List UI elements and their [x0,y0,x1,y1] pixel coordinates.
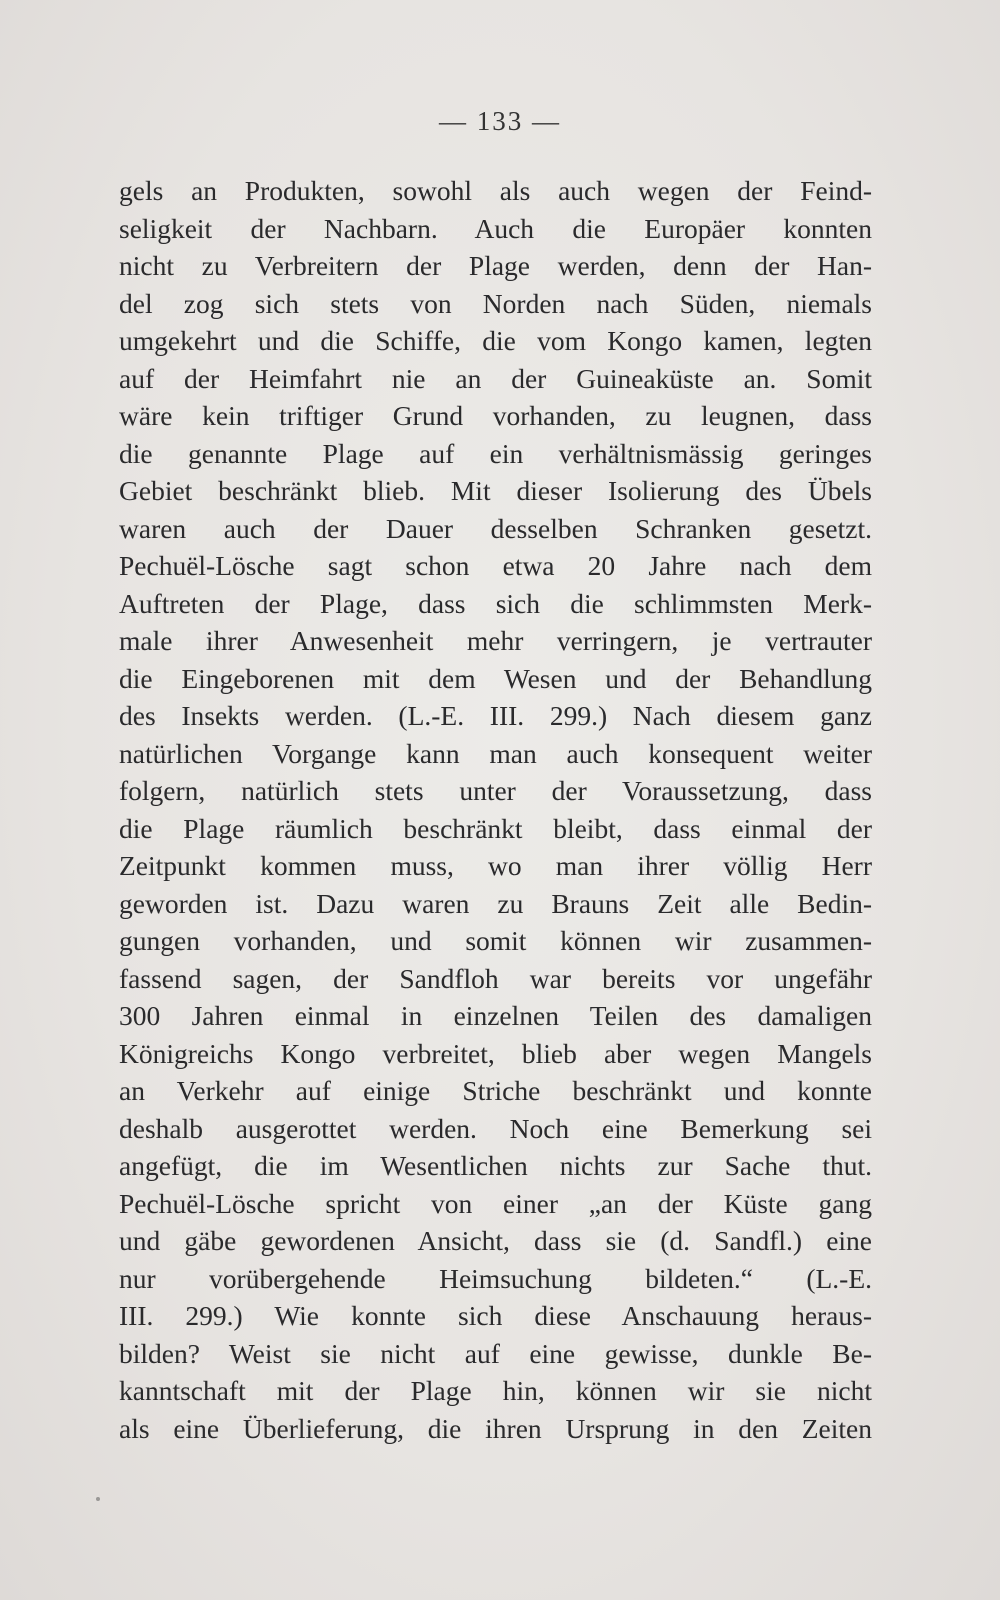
text-line: del zog sich stets von Norden nach Süden, niemals [119,287,872,319]
text-line: Königreichs Kongo verbreitet, blieb aber wegen Mangels [119,1037,872,1069]
body-text [119,172,872,1447]
text-line: bilden? Weist sie nicht auf eine gewisse, dunkle Be- [119,1337,872,1369]
text-line: Auftreten der Plage, dass sich die schlimmsten Merk- [119,587,872,619]
text-line: gungen vorhanden, und somit können wir zusammen- [119,925,872,956]
text-line: Zeitpunkt kommen muss, wo man ihrer völlig Herr [119,850,872,881]
paper-speck [96,1497,100,1501]
text-line: fassend sagen, der Sandfloh war bereits vor ungefähr [119,962,872,994]
text-line: seligkeit der Nachbarn. Auch die Europäer konnten [119,212,872,244]
text-line: die genannte Plage auf ein verhältnismässig geringes [119,437,872,469]
text-line: deshalb ausgerottet werden. Noch eine Bemerkung sei [119,1112,872,1144]
text-line: als eine Überlieferung, die ihren Ursprung in den Zeiten [119,1412,872,1444]
text-line: die Plage räumlich beschränkt bleibt, dass einmal der [119,812,872,844]
text-line: an Verkehr auf einige Striche beschränkt und konnte [119,1075,872,1106]
text-line: kanntschaft mit der Plage hin, können wir sie nicht [119,1375,872,1406]
text-line: des Insekts werden. (L.-E. III. 299.) Nach diesem ganz [119,700,872,731]
text-line: folgern, natürlich stets unter der Voraussetzung, dass [119,775,872,806]
text-line: die Eingeborenen mit dem Wesen und der Behandlung [119,662,872,694]
text-line: male ihrer Anwesenheit mehr verringern, je vertrauter [119,625,872,656]
text-line: Gebiet beschränkt blieb. Mit dieser Isolierung des Übels [119,475,872,506]
text-line: nicht zu Verbreitern der Plage werden, denn der Han- [119,250,872,281]
text-line: auf der Heimfahrt nie an der Guineaküste an. Somit [119,362,872,394]
text-line: umgekehrt und die Schiffe, die vom Kongo kamen, legten [119,325,872,356]
text-line: nur vorübergehende Heimsuchung bildeten.“ (L.-E. [119,1262,872,1294]
text-line: geworden ist. Dazu waren zu Brauns Zeit alle Bedin- [119,887,872,919]
text-line: natürlichen Vorgange kann man auch konsequent weiter [119,737,872,769]
text-line: III. 299.) Wie konnte sich diese Anschauung heraus- [119,1300,872,1331]
text-line: Pechuël-Lösche spricht von einer „an der Küste gang [119,1187,872,1219]
text-line: Pechuël-Lösche sagt schon etwa 20 Jahre nach dem [119,550,872,581]
text-line: wäre kein triftiger Grund vorhanden, zu leugnen, dass [119,400,872,431]
text-line: 300 Jahren einmal in einzelnen Teilen des damaligen [119,1000,872,1031]
text-line: angefügt, die im Wesentlichen nichts zur Sache thut. [119,1150,872,1181]
page-number: — 133 — [439,106,561,136]
text-line: waren auch der Dauer desselben Schranken gesetzt. [119,512,872,544]
text-line: und gäbe gewordenen Ansicht, dass sie (d. Sandfl.) eine [119,1225,872,1256]
text-line: gels an Produkten, sowohl als auch wegen der Feind- [119,175,872,206]
